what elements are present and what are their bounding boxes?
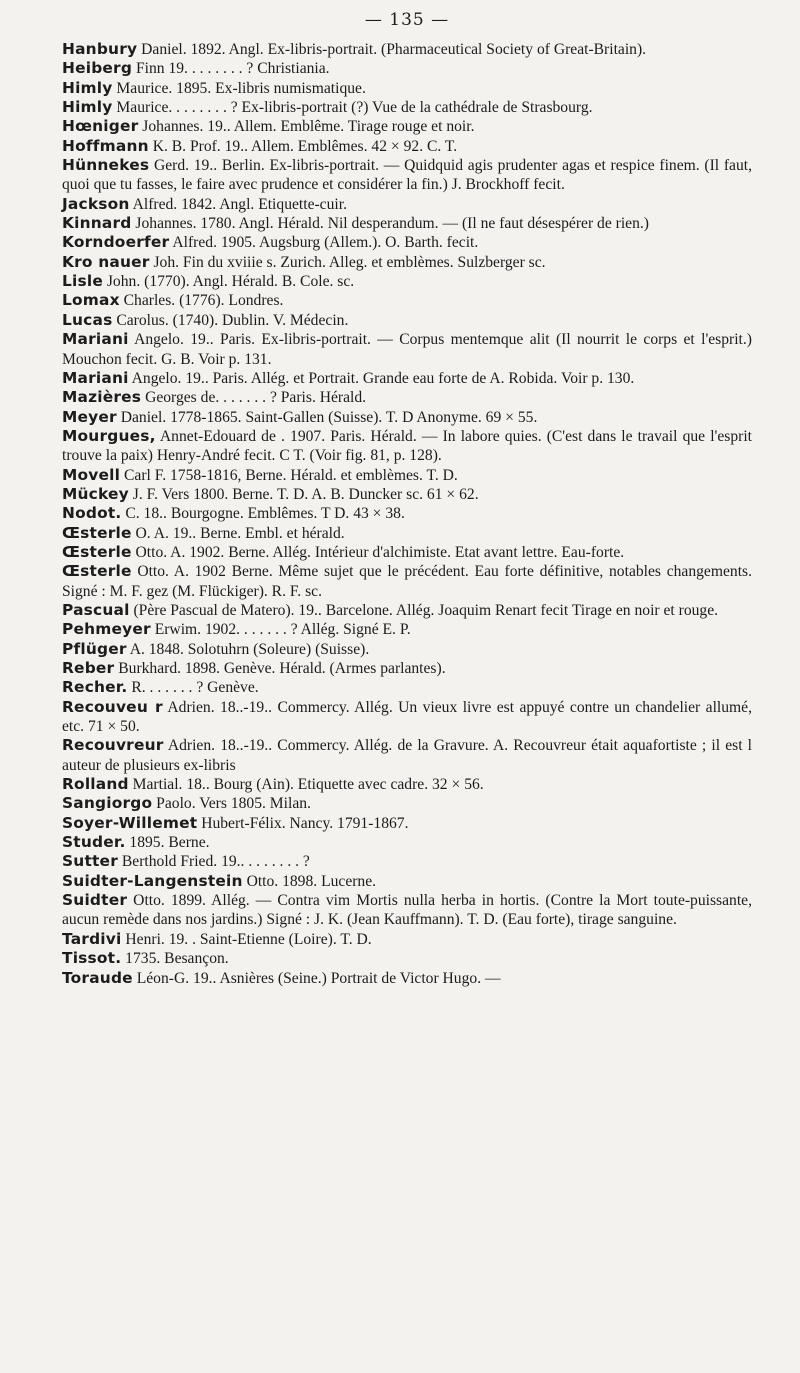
entry-name: Mazières xyxy=(62,388,142,407)
list-item xyxy=(62,485,752,504)
entry-text: John. (1770). Angl. Hérald. B. Cole. sc. xyxy=(102,273,355,291)
entry-text: 1735. Besançon. xyxy=(121,950,229,968)
entry-text: O. A. 19.. Berne. Embl. et hérald. xyxy=(131,524,345,542)
entry-name: Pascual xyxy=(62,600,130,619)
entry-text: 1895. Berne. xyxy=(125,834,210,852)
entry-text: Georges de. . . . . . . ? Paris. Hérald. xyxy=(141,389,367,407)
list-item xyxy=(62,698,752,737)
entry-text: Martial. 18.. Bourg (Ain). Etiquette avec cadre. 32 × 56. xyxy=(128,776,484,794)
list-item xyxy=(62,214,752,233)
list-item xyxy=(62,291,752,310)
entry-text: A. 1848. Solotuhrn (Soleure) (Suisse). xyxy=(126,640,370,658)
entry-text: Daniel. 1778-1865. Saint-Gallen (Suisse). T. D Anonyme. 69 × 55. xyxy=(116,408,538,426)
entry-name: Studer. xyxy=(62,833,126,852)
entry-text: Carl F. 1758-1816, Berne. Hérald. et emblèmes. T. D. xyxy=(120,466,458,484)
list-item xyxy=(62,659,752,678)
entry-name: Meyer xyxy=(62,407,117,426)
entry-text: Adrien. 18..-19.. Commercy. Allég. Un vieux livre est appuyé contre un chandelier allumé, etc. 71 × 50. xyxy=(62,698,752,736)
list-item xyxy=(62,156,752,195)
entry-text: Daniel. 1892. Angl. Ex-libris-portrait. (Pharmaceutical Society of Great-Britain). xyxy=(137,41,647,58)
entry-name: Mariani xyxy=(62,368,129,387)
list-item xyxy=(62,620,752,639)
entry-text: R. . . . . . . ? Genève. xyxy=(127,679,259,697)
entry-text: Léon-G. 19.. Asnières (Seine.) Portrait de Victor Hugo. — xyxy=(132,969,501,987)
list-item xyxy=(62,930,752,949)
entry-text: Angelo. 19.. Paris. Ex-libris-portrait. — Corpus mentemque alit (Il nourrit le corps et l'esprit.) Mouchon fecit. G. B. Voir p. 131. xyxy=(62,331,752,368)
list-item xyxy=(62,330,752,369)
list-item xyxy=(62,640,752,659)
list-item xyxy=(62,775,752,794)
entry-text: Johannes. 19.. Allem. Emblême. Tirage rouge et noir. xyxy=(138,118,475,136)
entry-name: Reber xyxy=(62,659,115,677)
list-item xyxy=(62,736,752,775)
entry-name: Sangiorgo xyxy=(62,794,153,813)
entry-name: Œsterle xyxy=(62,542,132,561)
entry-text: Erwim. 1902. . . . . . . ? Allég. Signé E. P. xyxy=(150,621,411,639)
list-item xyxy=(62,79,752,98)
entry-name: Movell xyxy=(62,465,121,484)
entry-name: Korndoerfer xyxy=(62,233,170,252)
entry-text: Annet-Edouard de . 1907. Paris. Hérald. — In labore quies. (C'est dans le travail que l'esprit trouve la paix) Henry-André fecit. C T. (Voir fig. 81, p. 128). xyxy=(62,427,752,465)
entry-text: Paolo. Vers 1805. Milan. xyxy=(152,795,311,813)
entry-text: Joh. Fin du xviiie s. Zurich. Alleg. et emblèmes. Sulzberger sc. xyxy=(149,253,546,271)
entry-name: Jackson xyxy=(62,194,130,213)
list-item xyxy=(62,601,752,620)
entry-list xyxy=(62,40,752,988)
entry-name: Lucas xyxy=(62,310,113,329)
entry-name: Suidter xyxy=(62,891,128,910)
list-item xyxy=(62,678,752,697)
entry-text: C. 18.. Bourgogne. Emblêmes. T D. 43 × 38. xyxy=(121,505,405,523)
entry-text: Adrien. 18..-19.. Commercy. Allég. de la Gravure. A. Recouvreur était aquafortiste ; il est l auteur de plusieurs ex-libris xyxy=(62,737,752,774)
entry-name: Pehmeyer xyxy=(62,620,151,639)
list-item xyxy=(62,852,752,871)
list-item xyxy=(62,949,752,968)
entry-name: Soyer-Willemet xyxy=(62,813,198,832)
page-number: — 135 — xyxy=(364,10,450,30)
entry-name: Nodot. xyxy=(62,504,122,523)
entry-name: Œsterle xyxy=(62,523,132,542)
list-item xyxy=(62,891,752,930)
entry-name: Recher. xyxy=(62,678,128,697)
entry-name: Mariani xyxy=(62,330,129,349)
list-item xyxy=(62,311,752,330)
list-item xyxy=(62,562,752,601)
entry-name: Kinnard xyxy=(62,214,132,233)
list-item xyxy=(62,814,752,833)
list-item xyxy=(62,40,752,59)
list-item xyxy=(62,524,752,543)
entry-name: Recouvreur xyxy=(62,736,164,755)
entry-text: Henri. 19. . Saint-Etienne (Loire). T. D. xyxy=(121,930,372,948)
entry-name: Recouveu r xyxy=(62,697,163,716)
entry-text: Alfred. 1905. Augsburg (Allem.). O. Barth. fecit. xyxy=(169,234,479,252)
entry-text: Johannes. 1780. Angl. Hérald. Nil desperandum. — (Il ne faut désespérer de rien.) xyxy=(131,215,649,233)
entry-name: Heiberg xyxy=(62,59,133,78)
entry-name: Himly xyxy=(62,78,113,97)
entry-name: Tardivi xyxy=(62,929,122,948)
entry-text: Otto. A. 1902. Berne. Allég. Intérieur d'alchimiste. Etat avant lettre. Eau-forte. xyxy=(131,543,625,561)
entry-name: Lisle xyxy=(62,272,103,291)
entry-name: Pflüger xyxy=(62,639,127,658)
list-item xyxy=(62,408,752,427)
entry-text: Angelo. 19.. Paris. Allég. et Portrait. Grande eau forte de A. Robida. Voir p. 130. xyxy=(128,369,635,387)
list-item xyxy=(62,272,752,291)
entry-text: Burkhard. 1898. Genève. Hérald. (Armes parlantes). xyxy=(114,660,446,677)
entry-text: Maurice. . . . . . . . ? Ex-libris-portrait (?) Vue de la cathédrale de Strasbourg. xyxy=(112,99,593,117)
entry-name: Mourgues, xyxy=(62,426,156,445)
entry-text: Otto. 1898. Lucerne. xyxy=(242,872,377,890)
entry-text: Gerd. 19.. Berlin. Ex-libris-portrait. — Quidquid agis prudenter agas et respice finem. (Il faut, quoi que tu fasses, le faire avec prudence et considérer la fin.) J. Brockhoff fecit. xyxy=(62,157,752,194)
entry-name: Hoffmann xyxy=(62,136,149,155)
entry-text: Berthold Fried. 19.. . . . . . . . ? xyxy=(117,853,310,871)
entry-name: Hünnekes xyxy=(62,156,150,175)
list-item xyxy=(62,59,752,78)
entry-text: Otto. A. 1902 Berne. Même sujet que le précédent. Eau forte définitive, notables changements. Signé : M. F. gez (M. Flückiger). R. F. sc. xyxy=(62,563,752,600)
entry-name: Lomax xyxy=(62,291,120,310)
entry-text: Carolus. (1740). Dublin. V. Médecin. xyxy=(112,311,349,329)
entry-text: Hubert-Félix. Nancy. 1791-1867. xyxy=(197,814,409,832)
entry-name: Rolland xyxy=(62,775,129,794)
list-item xyxy=(62,427,752,466)
entry-text: Finn 19. . . . . . . . ? Christiania. xyxy=(132,60,330,78)
entry-text: Alfred. 1842. Angl. Etiquette-cuir. xyxy=(129,195,347,213)
entry-name: Sutter xyxy=(62,852,118,871)
list-item xyxy=(62,117,752,136)
entry-name: Mückey xyxy=(62,484,129,503)
list-item xyxy=(62,98,752,117)
entry-name: Tissot. xyxy=(62,949,122,968)
entry-name: Toraude xyxy=(62,968,133,987)
list-item xyxy=(62,137,752,156)
entry-text: Otto. 1899. Allég. — Contra vim Mortis nulla herba in hortis. (Contre la Mort toute-puissante, aucun remède dans nos jardins.) Signé : J. K. (Jean Kauffmann). T. D. (Eau forte), tirage sanguine. xyxy=(62,892,752,929)
list-item xyxy=(62,969,752,988)
entry-name: Hanbury xyxy=(62,40,138,58)
list-item xyxy=(62,794,752,813)
entry-text: (Père Pascual de Matero). 19.. Barcelone. Allég. Joaquim Renart fecit Tirage en noir et rouge. xyxy=(129,601,719,619)
entry-name: Hœniger xyxy=(62,117,139,136)
entry-name: Kro nauer xyxy=(62,252,150,271)
entry-name: Himly xyxy=(62,98,113,117)
list-item xyxy=(62,195,752,214)
entry-text: J. F. Vers 1800. Berne. T. D. A. B. Duncker sc. 61 × 62. xyxy=(128,485,479,503)
list-item xyxy=(62,253,752,272)
list-item xyxy=(62,466,752,485)
entry-name: Œsterle xyxy=(62,562,132,581)
list-item xyxy=(62,369,752,388)
entry-text: Charles. (1776). Londres. xyxy=(119,292,284,310)
list-item xyxy=(62,504,752,523)
list-item xyxy=(62,543,752,562)
list-item xyxy=(62,388,752,407)
list-item xyxy=(62,233,752,252)
list-item xyxy=(62,872,752,891)
entry-text: Maurice. 1895. Ex-libris numismatique. xyxy=(112,79,366,97)
list-item xyxy=(62,833,752,852)
entry-name: Suidter-Langenstein xyxy=(62,871,243,890)
entry-text: K. B. Prof. 19.. Allem. Emblêmes. 42 × 92. C. T. xyxy=(148,137,458,155)
